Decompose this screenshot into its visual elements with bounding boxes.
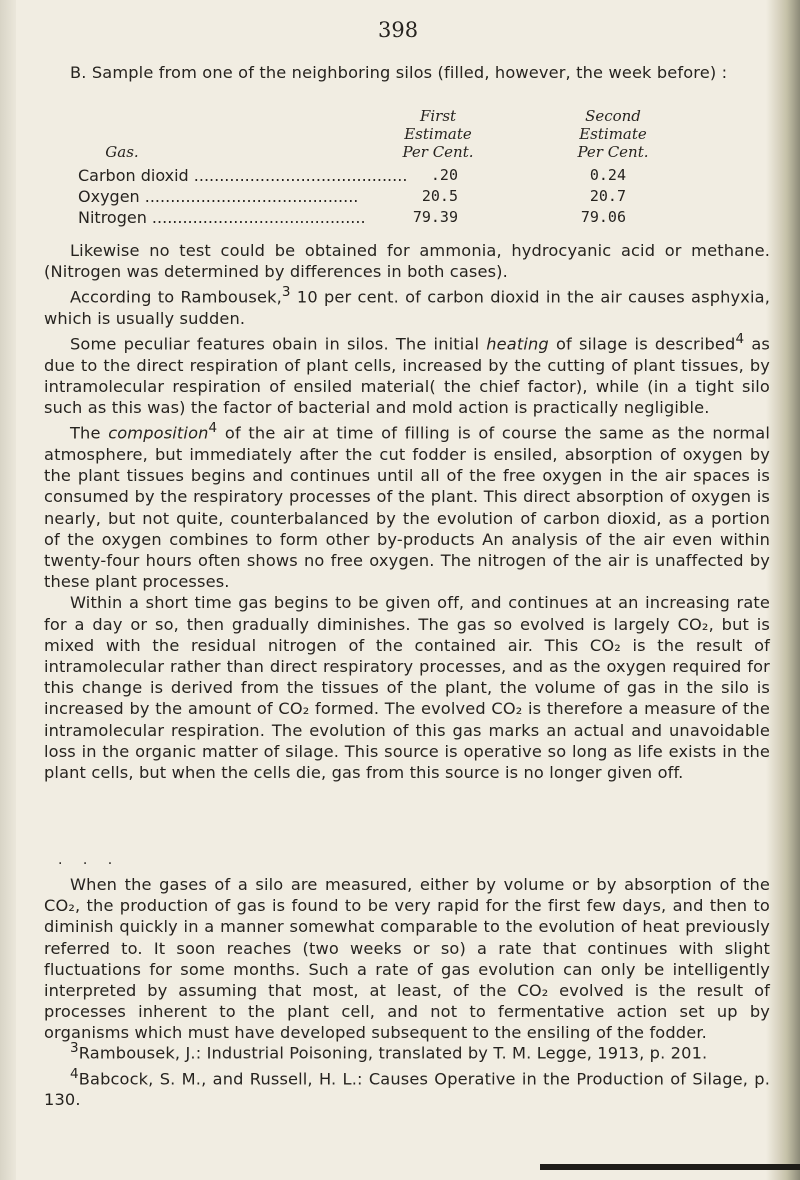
p2-text-b: 10 per cent. of carbon dioxid in the air causes asphyxia, which is usually sudden.: [44, 287, 771, 328]
header-second-line1: Second: [585, 107, 641, 125]
row-gas-label: Oxygen ..........................................: [78, 187, 359, 206]
row-second-value: 79.06: [580, 208, 626, 226]
row-gas-name: Nitrogen: [78, 208, 147, 227]
page-binding-shadow: [766, 0, 800, 1180]
page-number: 398: [378, 18, 419, 42]
intro-text: B. Sample from one of the neighboring silos (filled, however, the week before) :: [70, 63, 728, 82]
p2-text-a: According to Rambousek,: [70, 287, 282, 307]
paragraph-2: [44, 282, 770, 329]
header-gas: Gas.: [105, 143, 139, 161]
row-gas-name: Oxygen: [78, 187, 140, 206]
footnote-ref-3: 3: [281, 284, 291, 301]
row-gas-label: Nitrogen ..........................................: [78, 208, 366, 227]
row-gas-name: Carbon dioxid: [78, 166, 189, 185]
header-first-estimate: [378, 107, 498, 161]
p3-text-a: Some peculiar features obain in silos. The initial: [70, 334, 487, 354]
footnote-4: [44, 1064, 770, 1111]
row-gas-label: Carbon dioxid ..........................................: [78, 166, 408, 185]
intro-paragraph: [44, 62, 770, 83]
row-first-value: 79.39: [412, 208, 458, 226]
table-row: [78, 166, 698, 186]
row-first-value: 20.5: [421, 187, 458, 205]
paragraph-4: [44, 418, 770, 592]
p4-text-a: The: [70, 423, 109, 443]
paragraph-6: When the gases of a silo are measured, either by volume or by absorption of the CO₂, the production of gas is found to be very rapid for the first few days, and then to diminish quickly in a manner somewhat comparable to the evolution of heat previously referred to. It soon reaches (two weeks or so) a rate that continues with slight fluctuations for some months. Such a rate of gas evolution can only be intelligently interpreted by assuming that most, at least, of the CO₂ evolved is the result of processes inherent to the plant cell, and not to fermentative action set up by organisms which must have developed subsequent to the ensiling of the fodder.: [44, 875, 770, 1043]
paragraph-3: [44, 329, 770, 418]
header-second-line2: Estimate: [579, 125, 647, 143]
footnote-4-mark: 4: [70, 1065, 79, 1082]
p4-italic: composition: [108, 423, 209, 443]
table-row: [78, 187, 698, 207]
header-first-line2: Estimate: [404, 125, 472, 143]
header-second-line3: Per Cent.: [577, 143, 649, 161]
footnotes: [44, 1038, 770, 1110]
ellipsis-mark: . . .: [58, 852, 121, 868]
body-section-1: [44, 240, 770, 783]
paragraph-5: Within a short time gas begins to be given off, and continues at an increasing rate for a day or so, then gradually diminishes. The gas so evolved is largely CO₂, but is mixed with the residual nitrogen of the contained air. This CO₂ is the result of intramolecular rather than direct respiratory processes, and as the oxygen required for this change is derived from the tissues of the plant, the volume of gas in the silo is increased by the amount of CO₂ formed. The evolved CO₂ is therefore a measure of the intramolecular respiration. The evolution of this gas marks an actual and unavoidable loss in the organic matter of silage. This source is operative so long as life exists in the plant cells, but when the cells die, gas from this source is no longer given off.: [44, 593, 770, 783]
footnote-3: [44, 1038, 770, 1064]
footnote-3-mark: 3: [70, 1040, 79, 1056]
p3-text-b: of silage is described: [548, 334, 736, 354]
footnote-ref-4: 4: [735, 331, 745, 348]
row-second-value: 20.7: [589, 187, 626, 205]
header-second-estimate: [548, 107, 678, 161]
footnote-ref-4b: 4: [208, 420, 218, 437]
footnote-3-text: Rambousek, J.: Industrial Poisoning, translated by T. M. Legge, 1913, p. 201.: [78, 1043, 708, 1063]
row-second-value: 0.24: [589, 166, 626, 184]
body-section-2: [44, 874, 770, 1044]
row-first-value: .20: [430, 166, 458, 184]
table-row: [78, 208, 698, 228]
p3-italic: heating: [486, 334, 549, 354]
p3-text-c: as due to the direct respiration of plant cells, increased by the cutting of plant tissues, by intramolecular respiration of ensiled material( the chief factor), while (in a tight silo such as this was) the factor of bacterial and mold action is practically negligible.: [44, 334, 770, 418]
footnote-4-text: Babcock, S. M., and Russell, H. L.: Causes Operative in the Production of Silage, p. 130.: [44, 1068, 770, 1110]
page-edge-left: [0, 0, 16, 1180]
header-first-line1: First: [419, 107, 457, 125]
header-first-line3: Per Cent.: [402, 143, 474, 161]
p4-text-b: of the air at time of filling is of course the same as the normal atmosphere, but immediately after the cut fodder is ensiled, absorption of oxygen by the plant tissues begins and continues until all of the free oxygen in the air spaces is consumed by the respiratory processes of the plant. This direct absorption of oxygen is nearly, but not quite, counterbalanced by the evolution of carbon dioxid, as a portion of the oxygen combines to form other by-products An analysis of the air even within twenty-four hours often shows no free oxygen. The nitrogen of the air is unaffected by these plant processes.: [44, 423, 771, 592]
bottom-edge-rule: [540, 1164, 800, 1170]
paragraph-1: Likewise no test could be obtained for ammonia, hydrocyanic acid or methane. (Nitrogen was determined by differences in both cases).: [44, 241, 770, 282]
